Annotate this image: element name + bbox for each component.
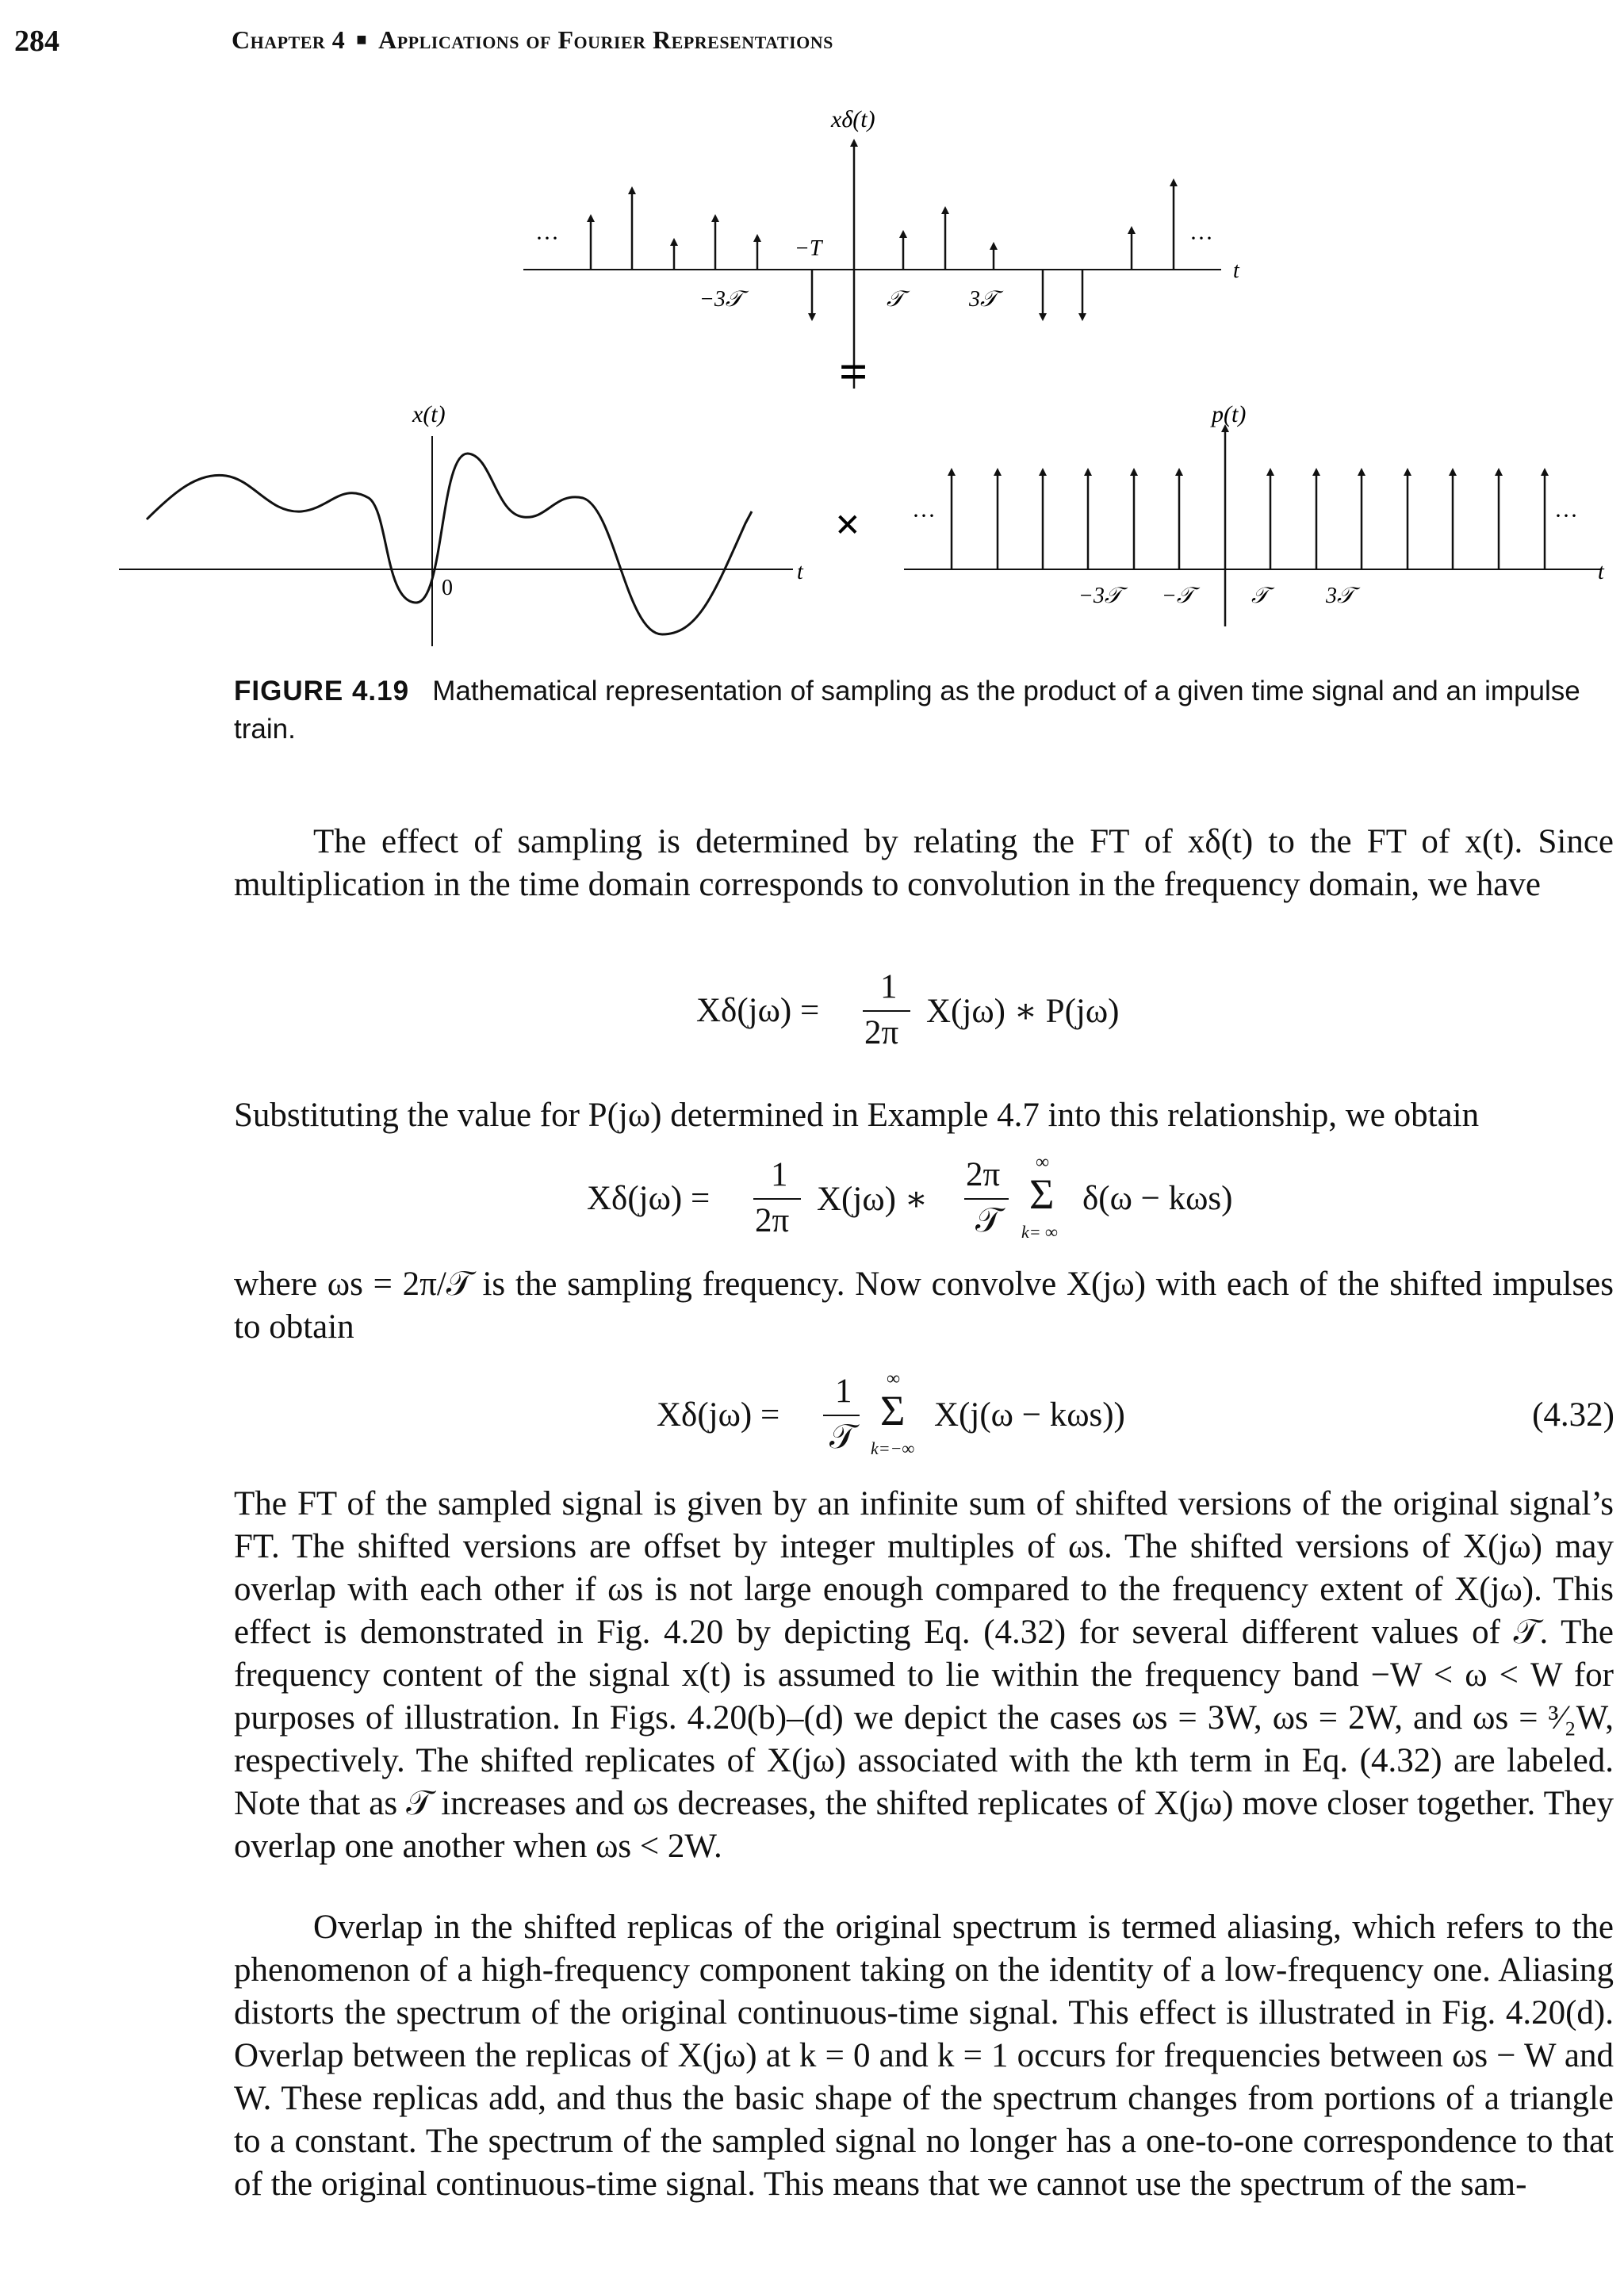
equation-2: [587, 1146, 1459, 1257]
eq3-sum-lower: k=−∞: [871, 1438, 915, 1458]
right-tick-neg3T: −3𝒯: [1078, 584, 1122, 608]
eq2-sum-lower: k= ∞: [1021, 1222, 1058, 1242]
eq3-lhs: Xδ(jω) =: [657, 1396, 780, 1434]
continuous-signal-plot: [119, 401, 804, 646]
eq2-denominator-2: 𝒯: [975, 1202, 1002, 1239]
paragraph-3-text: where ωs = 2π/𝒯 is the sampling frequency. Now convolve X(jω) with each of the shifted impulses to obtain: [234, 1266, 1614, 1346]
eq2-lhs: Xδ(jω) =: [587, 1180, 710, 1217]
top-impulses: [591, 182, 1174, 317]
eq2-sum-upper: ∞: [1036, 1152, 1050, 1173]
chapter-title: Applications of Fourier Representations: [378, 25, 833, 54]
times-sign: ×: [835, 500, 860, 550]
page-number: 284: [14, 25, 59, 58]
eq2-middle: X(jω) ∗: [817, 1181, 928, 1218]
equation-1: [696, 967, 1410, 1055]
equals-sign: =: [839, 343, 868, 400]
caption-label: FIGURE 4.19: [234, 676, 410, 707]
paragraph-5: [234, 1906, 1614, 2206]
chapter-label: Chapter 4: [232, 25, 346, 54]
paragraph-3: [234, 1263, 1614, 1349]
paragraph-1-text: The effect of sampling is determined by relating the FT of xδ(t) to the FT of x(t). Since multiplication in the time domain corresponds to convolution in the frequency domain, we have: [234, 823, 1614, 903]
eq2-numerator-2: 2π: [966, 1156, 1001, 1193]
top-tick-neg3T: −3𝒯: [699, 287, 743, 312]
eq1-lhs: Xδ(jω) =: [696, 992, 820, 1029]
left-signal-label: x(t): [412, 401, 446, 427]
right-impulses: [952, 472, 1545, 569]
eq1-fraction-bar: [863, 1010, 910, 1012]
right-tick-3T: 3𝒯: [1326, 584, 1354, 608]
eq1-denominator: 2π: [864, 1014, 899, 1051]
eq3-sum-upper: ∞: [887, 1369, 901, 1389]
paragraph-4: [234, 1483, 1614, 1868]
top-tick-3T: 3𝒯: [969, 287, 998, 312]
right-signal-label: p(t): [1212, 401, 1247, 427]
right-ellipsis-left: ···: [912, 503, 936, 529]
right-t-axis-label: t: [1598, 560, 1604, 584]
top-t-axis-label: t: [1233, 258, 1239, 283]
paragraph-5-text: Overlap in the shifted replicas of the original spectrum is termed aliasing, which refers to the phenomenon of a high-frequency component taking on the identity of a low-frequency one. Aliasing distorts the spectrum of the original continuous-time signal. This effect is illustrated in Fig. 4.20(d). Overlap between the replicas of X(jω) at k = 0 and k = 1 occurs for frequencies between ωs − W and W. These replicas add, and thus the basic shape of the spectrum changes from portions of a triangle to a constant. The spectrum of the sampled signal no longer has a one-to-one correspondence to that of the original continuous-time signal. This means that we cannot use the spectrum of the sam-: [234, 1909, 1614, 2203]
eq1-numerator: 1: [880, 968, 898, 1005]
paragraph-1: [234, 821, 1614, 906]
eq2-rhs: δ(ω − kωs): [1082, 1180, 1233, 1217]
paragraph-4-text: The FT of the sampled signal is given by an infinite sum of shifted versions of the original signal’s FT. The shifted versions are offset by integer multiples of ωs. The shifted versions of X(jω) may overlap with each other if ωs is not large enough compared to the frequency extent of X(jω). This effect is demonstrated in Fig. 4.20 by depicting Eq. (4.32) for several different values of 𝒯. The frequency content of the signal x(t) is assumed to lie within the frequency band −W < ω < W for purposes of illustration. In Figs. 4.20(b)–(d) we depict the cases ωs = 3W, ωs = 2W, and ωs = ³⁄₂W, respectively. The shifted replicates of X(jω) associated with the kth term in Eq. (4.32) are labeled. Note that as 𝒯 increases and ωs decreases, the shifted replicates of X(jω) move closer together. They overlap one another when ωs < 2W.: [234, 1485, 1614, 1865]
eq3-denominator: 𝒯: [829, 1419, 856, 1456]
figure-4-19: [0, 79, 1624, 650]
eq3-sum-icon: Σ: [880, 1387, 906, 1434]
eq2-denominator-1: 2π: [755, 1202, 790, 1239]
top-ellipsis-right: ···: [1189, 225, 1213, 251]
right-tick-negT: −𝒯: [1162, 584, 1194, 608]
top-ellipsis-left: ···: [535, 225, 559, 251]
equation-3: [657, 1362, 1370, 1473]
running-header: [232, 25, 833, 55]
eq3-rhs: X(j(ω − kωs)): [934, 1396, 1125, 1434]
eq2-fraction-bar-1: [753, 1198, 801, 1200]
continuous-waveform: [147, 454, 752, 634]
top-signal-label: xδ(t): [831, 106, 875, 132]
right-tick-T: 𝒯: [1251, 584, 1269, 608]
sampled-signal-plot: [523, 106, 1240, 389]
eq1-rhs: X(jω) ∗ P(jω): [926, 993, 1120, 1030]
caption-text: Mathematical representation of sampling as the product of a given time signal and an impulse train.: [234, 676, 1580, 745]
eq3-fraction-bar: [823, 1415, 860, 1416]
paragraph-2: [234, 1094, 1614, 1137]
figure-caption: [234, 672, 1610, 749]
eq2-fraction-bar-2: [964, 1198, 1009, 1200]
impulse-train-plot: [904, 401, 1605, 626]
paragraph-2-text: Substituting the value for P(jω) determined in Example 4.7 into this relationship, we obtain: [234, 1097, 1480, 1134]
top-minus-T-label: −T: [795, 236, 822, 261]
left-zero-label: 0: [442, 576, 453, 600]
eq3-numerator: 1: [835, 1373, 852, 1410]
eq2-numerator-1: 1: [771, 1156, 788, 1193]
eq2-sum-icon: Σ: [1029, 1170, 1055, 1218]
left-t-axis-label: t: [797, 560, 803, 584]
right-ellipsis-right: ···: [1554, 503, 1578, 529]
top-tick-T: 𝒯: [887, 287, 904, 312]
header-separator-icon: ■: [356, 29, 368, 49]
equation-number: (4.32): [1532, 1396, 1614, 1434]
